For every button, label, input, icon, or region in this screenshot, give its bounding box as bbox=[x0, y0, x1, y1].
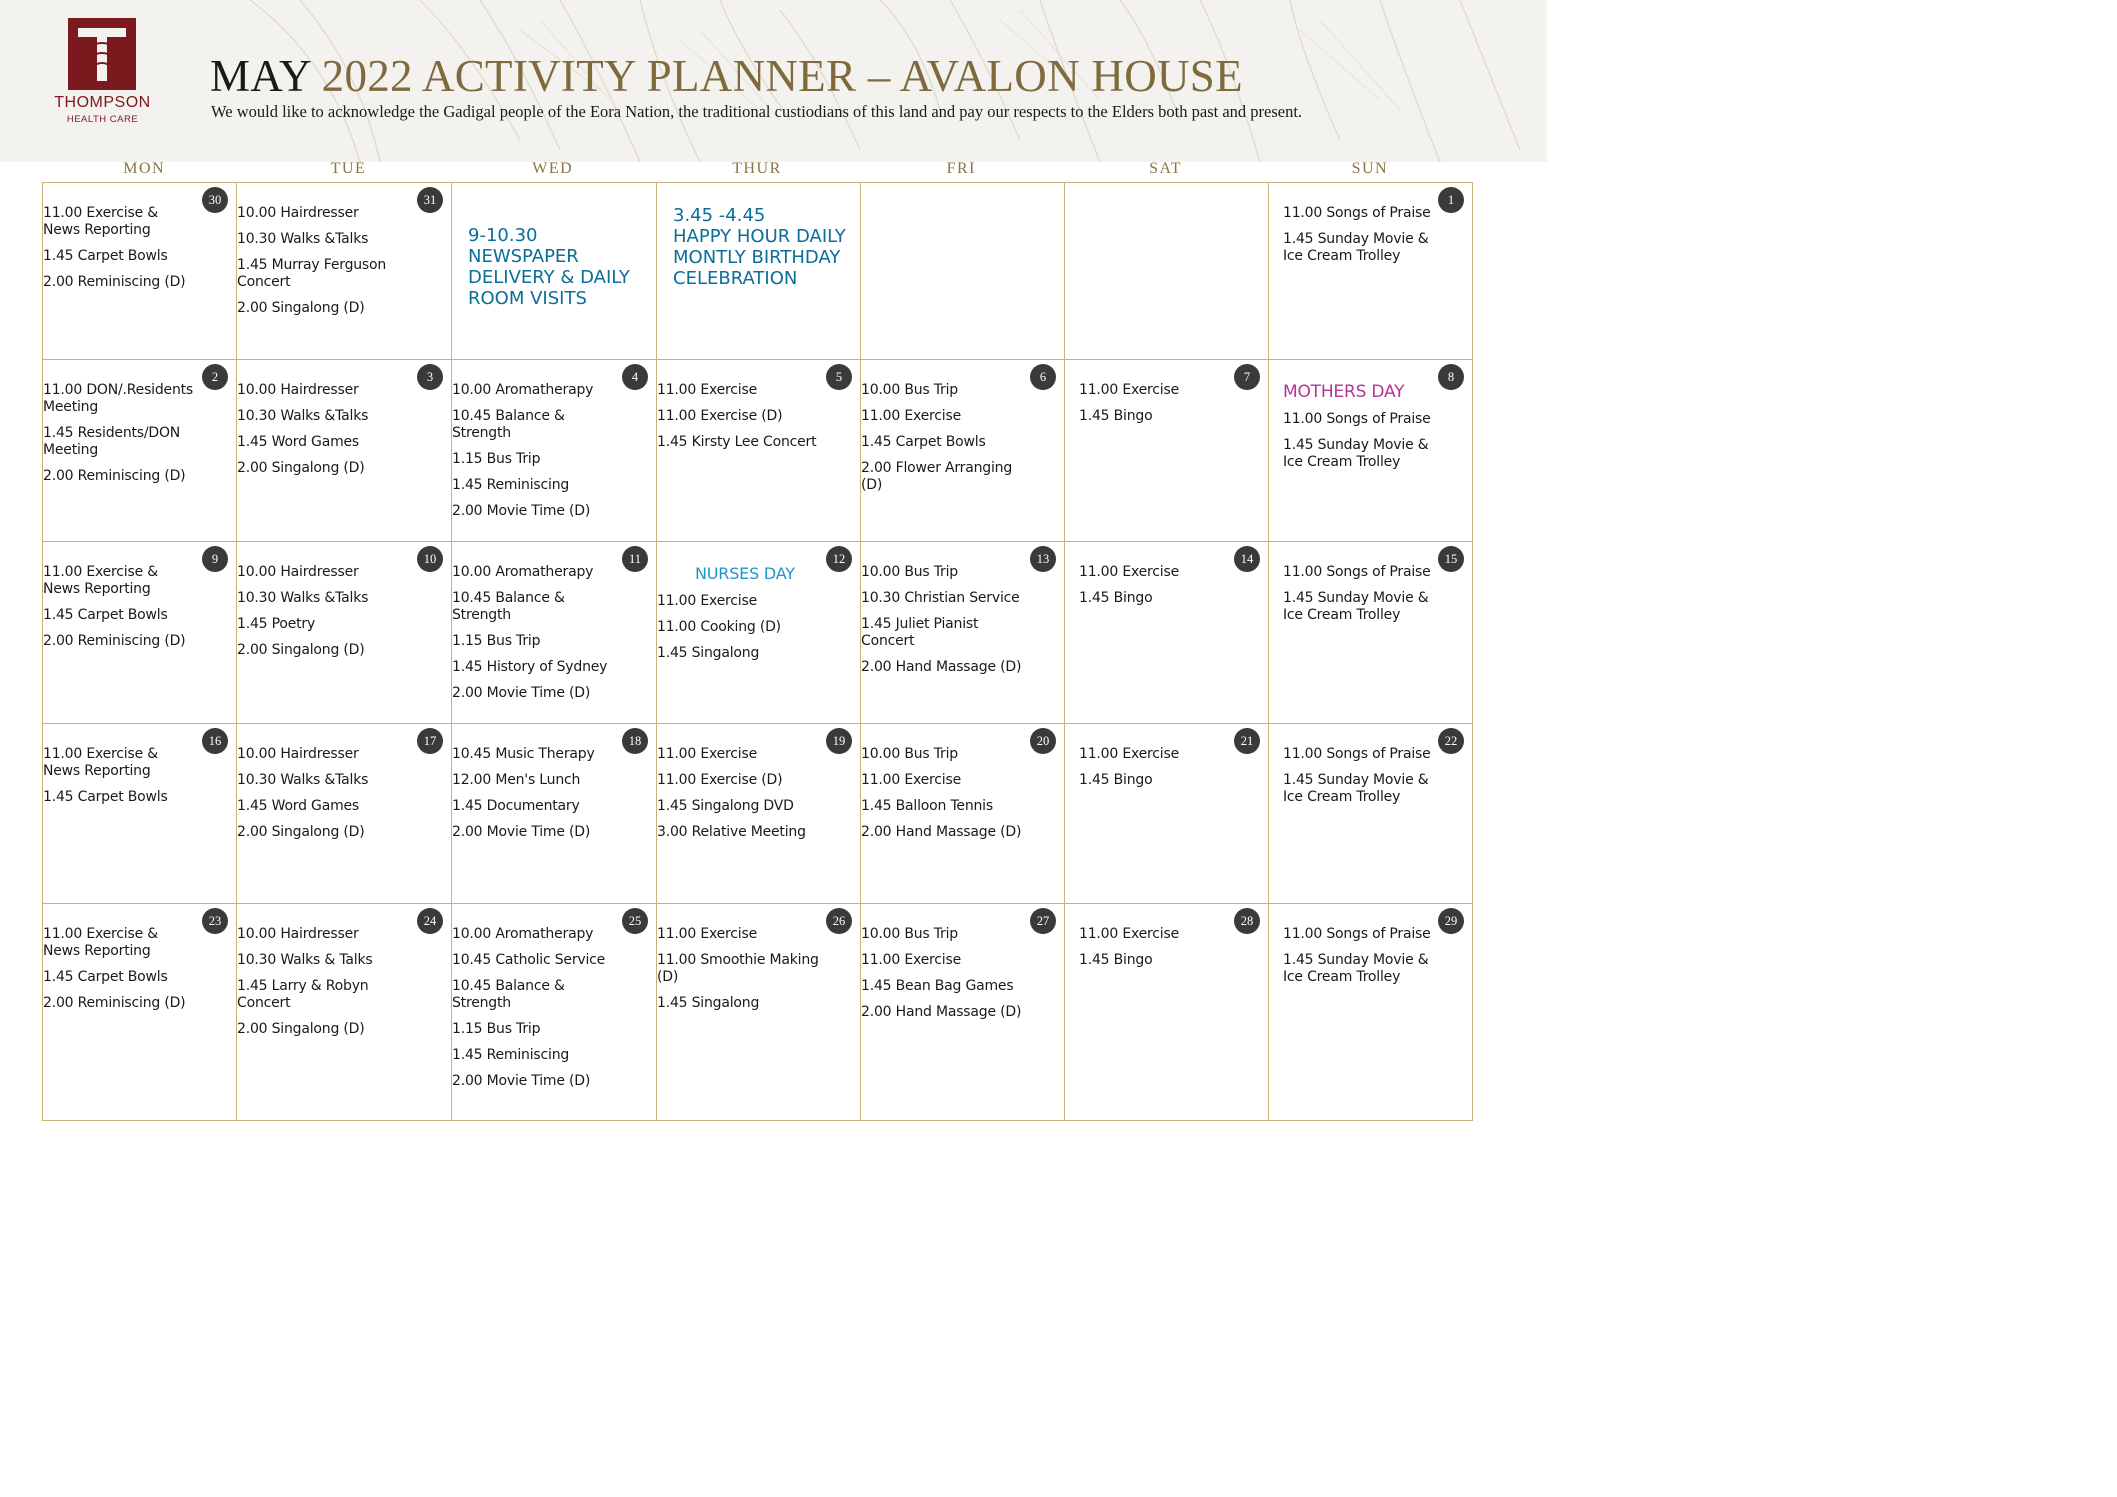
event-item: 10.30 Walks & Talks bbox=[237, 952, 373, 968]
event-item: 2.00 Singalong (D) bbox=[237, 824, 365, 840]
day-cell-mon bbox=[43, 724, 237, 904]
event-item: 10.00 Aromatherapy bbox=[452, 382, 594, 398]
day-number-badge: 15 bbox=[1438, 546, 1464, 572]
event-item: 1.45 Bingo bbox=[1079, 590, 1153, 606]
day-number-badge: 2 bbox=[202, 364, 228, 390]
event-item: 1.45 Bean Bag Games bbox=[861, 978, 1014, 994]
weekday-fri: FRI bbox=[946, 160, 976, 177]
event-item: 1.45 Word Games bbox=[237, 434, 360, 450]
logo-emblem-icon bbox=[68, 18, 136, 90]
event-item: 1.45 Balloon Tennis bbox=[861, 798, 993, 814]
weekday-wed: WED bbox=[532, 160, 574, 177]
weekday-sat: SAT bbox=[1149, 160, 1183, 177]
event-item: 2.00 Singalong (D) bbox=[237, 1021, 365, 1037]
header-banner bbox=[0, 0, 1547, 162]
day-number-badge: 30 bbox=[202, 187, 228, 213]
event-item: 1.45 Bingo bbox=[1079, 772, 1153, 788]
daily-note: 3.45 -4.45 HAPPY HOUR DAILY MONTLY BIRTHDAY CELEBRATION bbox=[673, 205, 846, 289]
event-item: 1.45 Residents/DON Meeting bbox=[43, 425, 181, 458]
event-item: 11.00 Exercise bbox=[657, 746, 757, 762]
logo-name: THOMPSON bbox=[54, 94, 151, 111]
event-item: 2.00 Movie Time (D) bbox=[452, 824, 591, 840]
day-number-badge: 26 bbox=[826, 908, 852, 934]
event-item: 2.00 Movie Time (D) bbox=[452, 503, 591, 519]
calendar-week-row bbox=[43, 904, 1473, 1121]
event-item: 10.30 Walks &Talks bbox=[237, 408, 369, 424]
day-cell-mon bbox=[43, 360, 237, 542]
day-cell-tue bbox=[237, 542, 452, 724]
event-item: 1.45 Carpet Bowls bbox=[43, 248, 168, 264]
event-item: 10.00 Hairdresser bbox=[237, 564, 359, 580]
day-cell-thur bbox=[657, 183, 861, 360]
event-item: 2.00 Hand Massage (D) bbox=[861, 659, 1022, 675]
event-item: 1.45 Bingo bbox=[1079, 952, 1153, 968]
event-item: 1.45 Sunday Movie & Ice Cream Trolley bbox=[1283, 772, 1429, 805]
event-item: 1.45 Carpet Bowls bbox=[43, 969, 168, 985]
day-number-badge: 16 bbox=[202, 728, 228, 754]
event-item: 1.45 Reminiscing bbox=[452, 477, 570, 493]
event-item: 11.00 Exercise bbox=[1079, 926, 1179, 942]
event-item: 1.45 Poetry bbox=[237, 616, 316, 632]
day-cell-tue bbox=[237, 904, 452, 1121]
event-item: 2.00 Reminiscing (D) bbox=[43, 468, 186, 484]
event-item: 1.45 Bingo bbox=[1079, 408, 1153, 424]
day-cell-sat bbox=[1065, 542, 1269, 724]
event-item: 11.00 Exercise bbox=[657, 926, 757, 942]
day-number-badge: 8 bbox=[1438, 364, 1464, 390]
event-item: 2.00 Movie Time (D) bbox=[452, 685, 591, 701]
event-item: 10.45 Balance & Strength bbox=[452, 978, 565, 1011]
day-cell-fri bbox=[861, 724, 1065, 904]
thompson-logo bbox=[40, 18, 165, 128]
event-item: 10.45 Catholic Service bbox=[452, 952, 606, 968]
event-item: 1.45 Word Games bbox=[237, 798, 360, 814]
event-item: 10.00 Bus Trip bbox=[861, 564, 958, 580]
event-item: 11.00 Smoothie Making (D) bbox=[657, 952, 819, 985]
day-cell-tue bbox=[237, 183, 452, 360]
event-item: 11.00 Exercise & News Reporting bbox=[43, 746, 158, 779]
event-item: 1.45 Juliet Pianist Concert bbox=[861, 616, 979, 649]
day-number-badge: 22 bbox=[1438, 728, 1464, 754]
event-item: 10.00 Bus Trip bbox=[861, 926, 958, 942]
event-item: 11.00 Exercise bbox=[861, 952, 961, 968]
event-item: 12.00 Men's Lunch bbox=[452, 772, 581, 788]
special-day-label: MOTHERS DAY bbox=[1283, 382, 1405, 402]
day-cell-thur bbox=[657, 904, 861, 1121]
title-month: MAY bbox=[210, 51, 311, 101]
day-cell-sun bbox=[1269, 724, 1473, 904]
day-cell-sat bbox=[1065, 724, 1269, 904]
event-item: 1.45 Carpet Bowls bbox=[43, 789, 168, 805]
day-cell-wed bbox=[452, 724, 657, 904]
day-number-badge: 28 bbox=[1234, 908, 1260, 934]
day-cell-fri bbox=[861, 360, 1065, 542]
day-number-badge: 5 bbox=[826, 364, 852, 390]
page-title bbox=[210, 50, 1243, 102]
event-item: 11.00 Exercise bbox=[861, 772, 961, 788]
day-number-badge: 17 bbox=[417, 728, 443, 754]
day-cell-wed bbox=[452, 542, 657, 724]
event-item: 11.00 Exercise bbox=[861, 408, 961, 424]
event-item: 11.00 Songs of Praise bbox=[1283, 564, 1431, 580]
event-item: 11.00 DON/.Residents Meeting bbox=[43, 382, 194, 415]
day-cell-tue bbox=[237, 724, 452, 904]
event-item: 2.00 Reminiscing (D) bbox=[43, 274, 186, 290]
event-item: 10.45 Music Therapy bbox=[452, 746, 595, 762]
event-item: 10.45 Balance & Strength bbox=[452, 408, 565, 441]
event-item: 1.45 Carpet Bowls bbox=[43, 607, 168, 623]
event-item: 11.00 Exercise & News Reporting bbox=[43, 564, 158, 597]
weekday-header-row bbox=[42, 158, 1472, 180]
day-number-badge: 9 bbox=[202, 546, 228, 572]
day-cell-fri bbox=[861, 542, 1065, 724]
day-number-badge: 13 bbox=[1030, 546, 1056, 572]
event-item: 1.45 Sunday Movie & Ice Cream Trolley bbox=[1283, 952, 1429, 985]
day-number-badge: 20 bbox=[1030, 728, 1056, 754]
day-cell-sun bbox=[1269, 360, 1473, 542]
day-cell-fri bbox=[861, 904, 1065, 1121]
event-item: 2.00 Hand Massage (D) bbox=[861, 1004, 1022, 1020]
day-number-badge: 1 bbox=[1438, 187, 1464, 213]
special-day-label: NURSES DAY bbox=[695, 564, 795, 583]
event-item: 1.15 Bus Trip bbox=[452, 1021, 541, 1037]
event-item: 10.00 Hairdresser bbox=[237, 746, 359, 762]
day-number-badge: 23 bbox=[202, 908, 228, 934]
day-number-badge: 25 bbox=[622, 908, 648, 934]
day-number-badge: 31 bbox=[417, 187, 443, 213]
event-item: 10.00 Bus Trip bbox=[861, 382, 958, 398]
event-item: 1.15 Bus Trip bbox=[452, 633, 541, 649]
day-cell-thur bbox=[657, 724, 861, 904]
event-item: 2.00 Reminiscing (D) bbox=[43, 633, 186, 649]
event-item: 10.30 Walks &Talks bbox=[237, 590, 369, 606]
event-item: 11.00 Exercise & News Reporting bbox=[43, 926, 158, 959]
day-cell-sat bbox=[1065, 183, 1269, 360]
event-item: 10.30 Walks &Talks bbox=[237, 772, 369, 788]
day-number-badge: 18 bbox=[622, 728, 648, 754]
day-number-badge: 21 bbox=[1234, 728, 1260, 754]
event-item: 1.15 Bus Trip bbox=[452, 451, 541, 467]
calendar-grid bbox=[42, 182, 1473, 1121]
day-number-badge: 14 bbox=[1234, 546, 1260, 572]
event-item: 3.00 Relative Meeting bbox=[657, 824, 806, 840]
weekday-sun: SUN bbox=[1351, 160, 1389, 177]
day-cell-tue bbox=[237, 360, 452, 542]
calendar-week-row bbox=[43, 542, 1473, 724]
event-item: 1.45 Singalong bbox=[657, 645, 760, 661]
event-item: 2.00 Singalong (D) bbox=[237, 460, 365, 476]
event-item: 11.00 Exercise & News Reporting bbox=[43, 205, 158, 238]
day-number-badge: 19 bbox=[826, 728, 852, 754]
day-cell-sun bbox=[1269, 904, 1473, 1121]
day-number-badge: 6 bbox=[1030, 364, 1056, 390]
event-item: 1.45 Documentary bbox=[452, 798, 580, 814]
day-number-badge: 29 bbox=[1438, 908, 1464, 934]
event-item: 10.45 Balance & Strength bbox=[452, 590, 565, 623]
day-number-badge: 12 bbox=[826, 546, 852, 572]
event-item: 1.45 Singalong DVD bbox=[657, 798, 794, 814]
event-item: 10.00 Aromatherapy bbox=[452, 564, 594, 580]
event-item: 11.00 Exercise (D) bbox=[657, 772, 783, 788]
event-item: 11.00 Exercise bbox=[657, 593, 757, 609]
day-cell-sat bbox=[1065, 360, 1269, 542]
event-item: 10.00 Hairdresser bbox=[237, 926, 359, 942]
event-item: 10.00 Bus Trip bbox=[861, 746, 958, 762]
day-number-badge: 24 bbox=[417, 908, 443, 934]
day-cell-wed bbox=[452, 183, 657, 360]
calendar-week-row bbox=[43, 724, 1473, 904]
day-cell-mon bbox=[43, 542, 237, 724]
event-item: 2.00 Reminiscing (D) bbox=[43, 995, 186, 1011]
calendar-week-row bbox=[43, 360, 1473, 542]
acknowledgement-text: We would like to acknowledge the Gadigal people of the Eora Nation, the traditional custiodians of this land and pay our respects to the Elders both past and present. bbox=[211, 102, 1303, 121]
day-cell-sun bbox=[1269, 542, 1473, 724]
day-cell-mon bbox=[43, 904, 237, 1121]
event-list bbox=[452, 904, 656, 1090]
day-cell-mon bbox=[43, 183, 237, 360]
weekday-tue: TUE bbox=[330, 160, 367, 177]
event-item: 10.30 Walks &Talks bbox=[237, 231, 369, 247]
day-cell-wed bbox=[452, 360, 657, 542]
day-cell-sat bbox=[1065, 904, 1269, 1121]
event-item: 2.00 Flower Arranging (D) bbox=[861, 460, 1013, 493]
weekday-mon: MON bbox=[123, 160, 166, 177]
event-item: 2.00 Singalong (D) bbox=[237, 642, 365, 658]
day-cell-fri bbox=[861, 183, 1065, 360]
event-item: 1.45 Murray Ferguson Concert bbox=[237, 257, 387, 290]
day-cell-wed bbox=[452, 904, 657, 1121]
event-item: 2.00 Singalong (D) bbox=[237, 300, 365, 316]
day-number-badge: 10 bbox=[417, 546, 443, 572]
event-item: 10.00 Hairdresser bbox=[237, 205, 359, 221]
event-item: 1.45 Sunday Movie & Ice Cream Trolley bbox=[1283, 231, 1429, 264]
event-item: 11.00 Exercise bbox=[657, 382, 757, 398]
event-item: 11.00 Exercise (D) bbox=[657, 408, 783, 424]
event-item: 11.00 Exercise bbox=[1079, 564, 1179, 580]
day-number-badge: 27 bbox=[1030, 908, 1056, 934]
event-item: 2.00 Movie Time (D) bbox=[452, 1073, 591, 1089]
event-item: 2.00 Hand Massage (D) bbox=[861, 824, 1022, 840]
event-item: 11.00 Songs of Praise bbox=[1283, 411, 1431, 427]
day-number-badge: 3 bbox=[417, 364, 443, 390]
day-cell-thur bbox=[657, 360, 861, 542]
day-cell-sun bbox=[1269, 183, 1473, 360]
event-item: 1.45 History of Sydney bbox=[452, 659, 608, 675]
weekday-thur: THUR bbox=[732, 160, 782, 177]
day-number-badge: 4 bbox=[622, 364, 648, 390]
logo-subtitle: HEALTH CARE bbox=[66, 114, 139, 125]
event-item: 1.45 Kirsty Lee Concert bbox=[657, 434, 817, 450]
event-item: 10.00 Aromatherapy bbox=[452, 926, 594, 942]
daily-note: 9-10.30 NEWSPAPER DELIVERY & DAILY ROOM VISITS bbox=[468, 225, 630, 309]
event-item: 11.00 Cooking (D) bbox=[657, 619, 781, 635]
event-item: 10.00 Hairdresser bbox=[237, 382, 359, 398]
event-item: 11.00 Songs of Praise bbox=[1283, 746, 1431, 762]
day-number-badge: 7 bbox=[1234, 364, 1260, 390]
event-item: 1.45 Singalong bbox=[657, 995, 760, 1011]
event-item: 1.45 Sunday Movie & Ice Cream Trolley bbox=[1283, 437, 1429, 470]
event-item: 11.00 Exercise bbox=[1079, 746, 1179, 762]
event-item: 1.45 Larry & Robyn Concert bbox=[237, 978, 369, 1011]
event-item: 11.00 Songs of Praise bbox=[1283, 926, 1431, 942]
day-number-badge: 11 bbox=[622, 546, 648, 572]
event-item: 10.30 Christian Service bbox=[861, 590, 1020, 606]
event-item: 11.00 Exercise bbox=[1079, 382, 1179, 398]
calendar-week-row bbox=[43, 183, 1473, 360]
day-cell-thur bbox=[657, 542, 861, 724]
event-item: 1.45 Reminiscing bbox=[452, 1047, 570, 1063]
event-item: 1.45 Carpet Bowls bbox=[861, 434, 986, 450]
title-rest: 2022 ACTIVITY PLANNER – AVALON HOUSE bbox=[310, 51, 1243, 101]
event-item: 11.00 Songs of Praise bbox=[1283, 205, 1431, 221]
event-item: 1.45 Sunday Movie & Ice Cream Trolley bbox=[1283, 590, 1429, 623]
